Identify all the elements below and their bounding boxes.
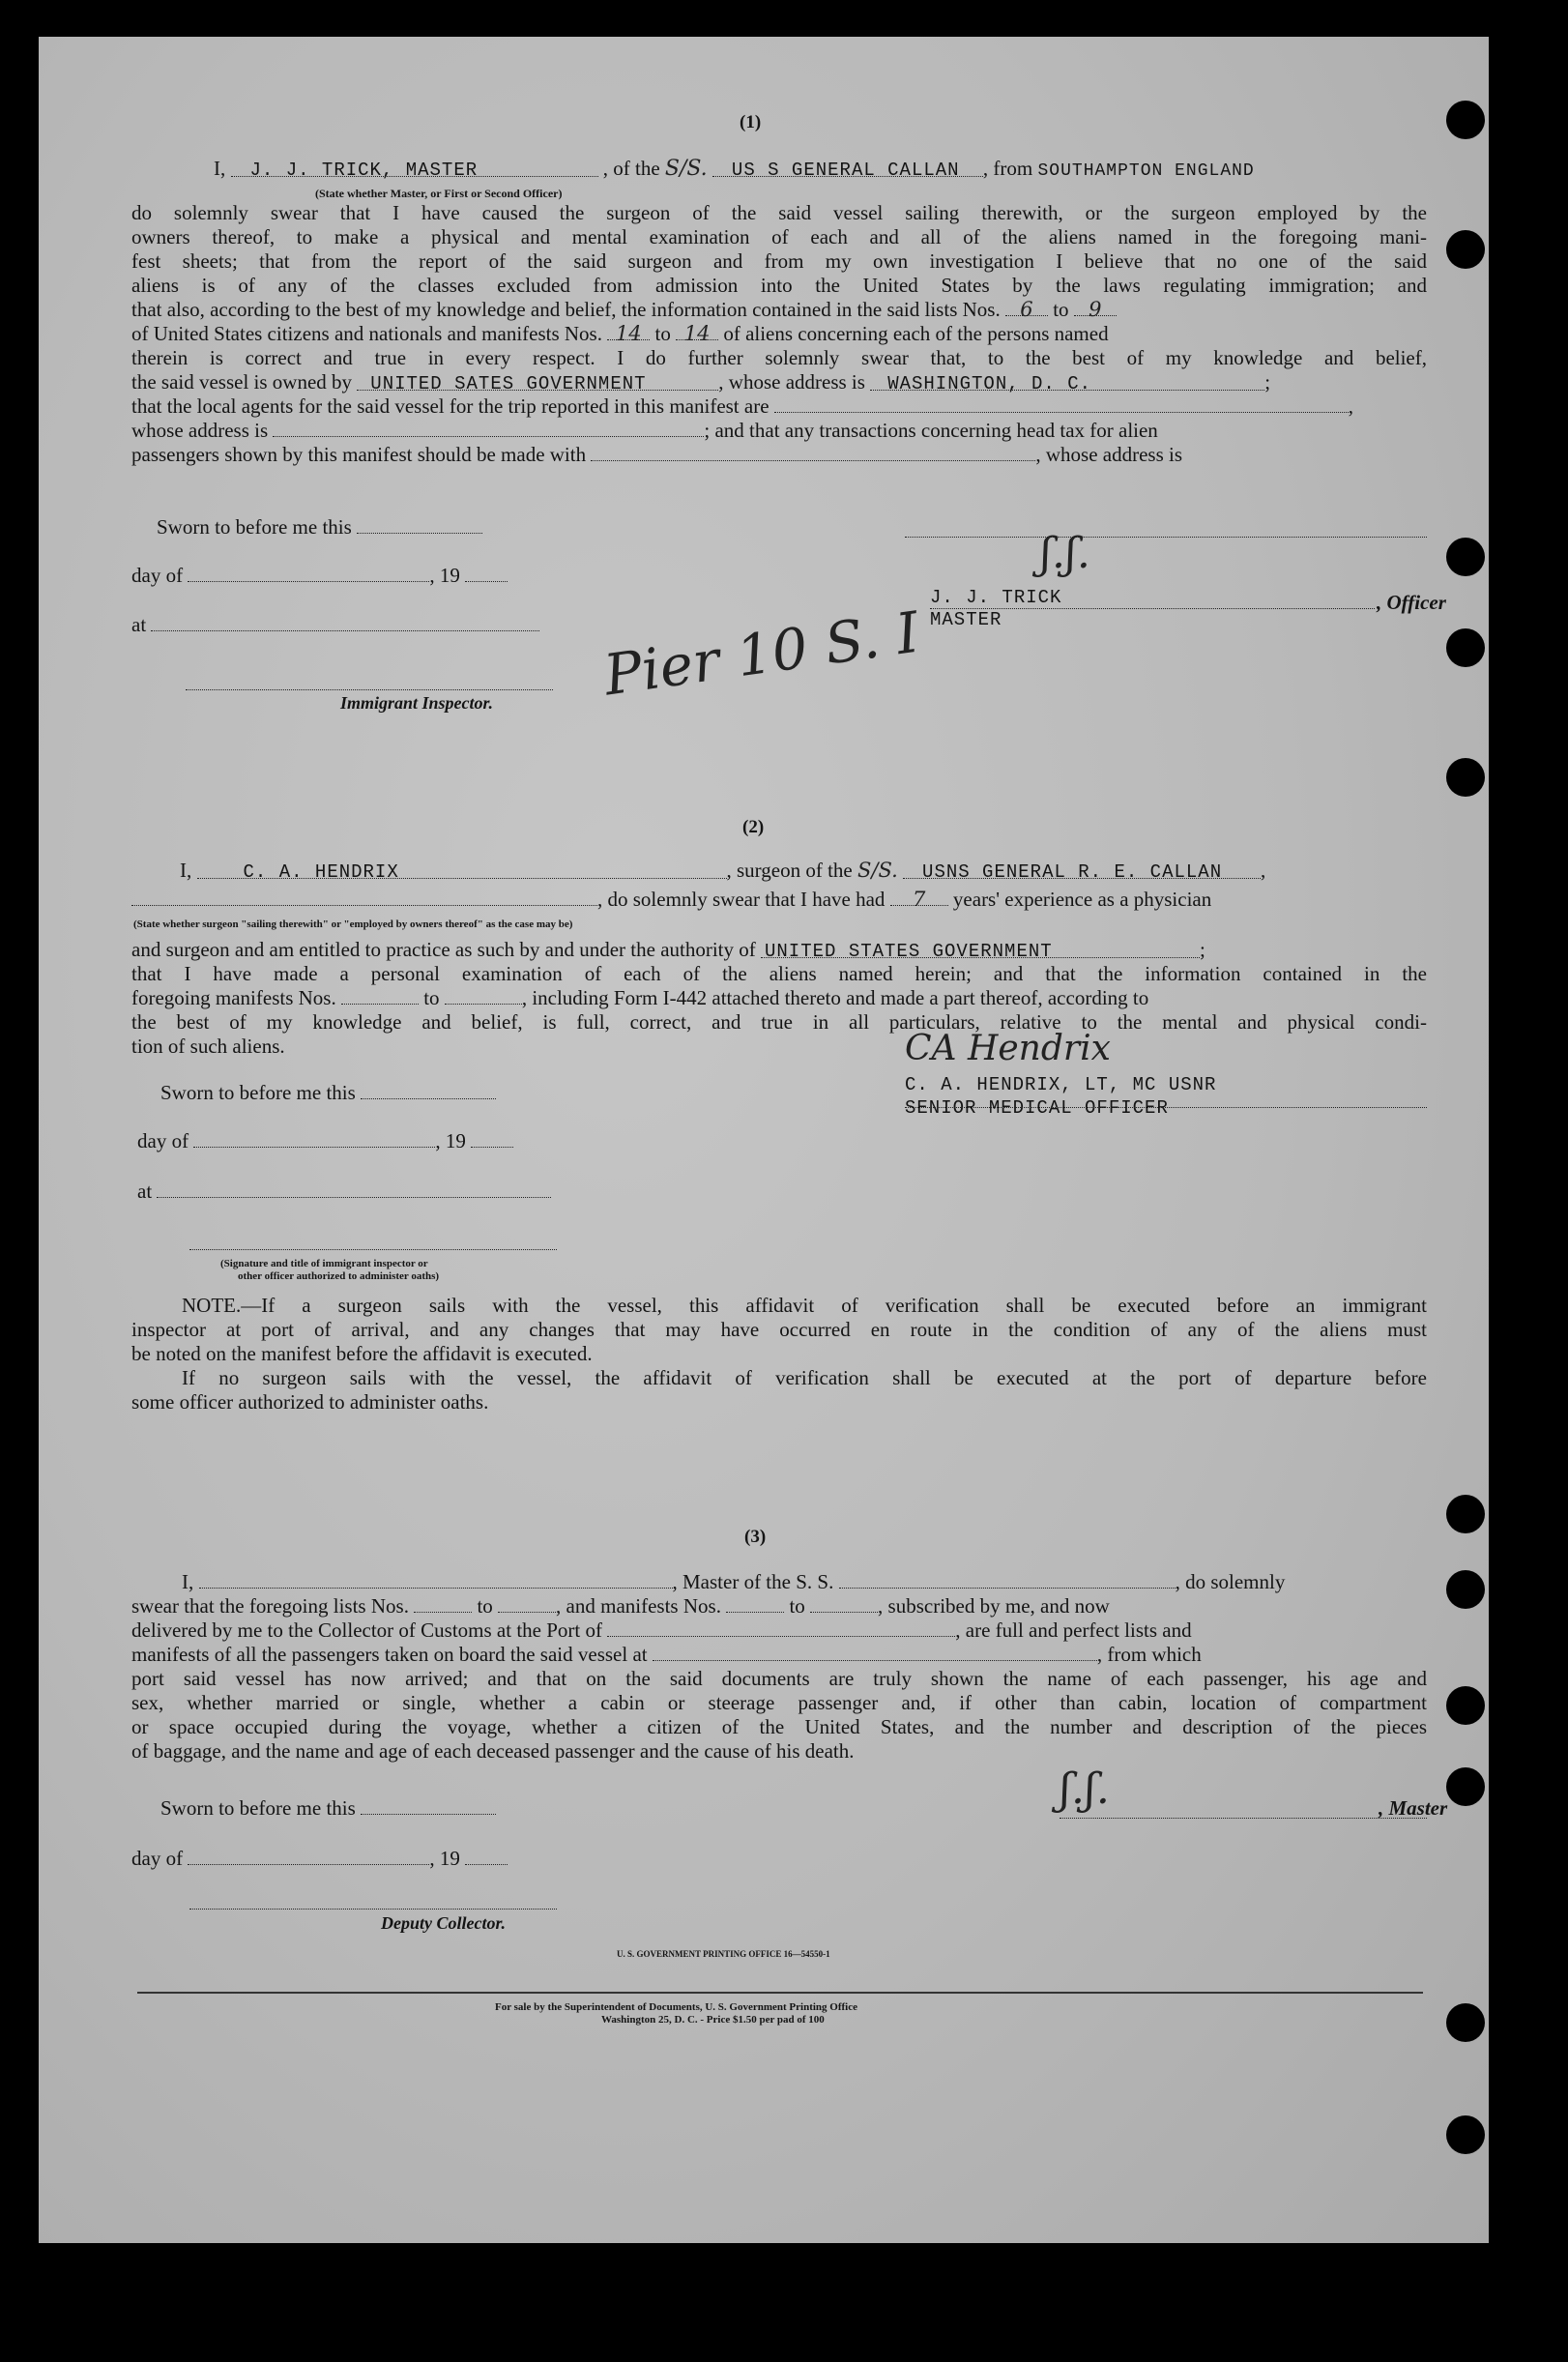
manifests-from-field bbox=[726, 1594, 784, 1613]
officer-name-line bbox=[930, 608, 1375, 609]
port-from-field: SOUTHAMPTON ENGLAND bbox=[1037, 161, 1255, 181]
master-label: , Master bbox=[1379, 1796, 1448, 1820]
surgeon-caption: (State whether surgeon "sailing therewith" or "employed by owners thereof" as the case may be) bbox=[133, 919, 573, 930]
day-of-label: day of bbox=[137, 1129, 189, 1152]
head-tax-field bbox=[591, 443, 1035, 461]
section-3-line-2 bbox=[131, 1594, 1427, 1619]
vessel-prefix: S/S. bbox=[857, 859, 898, 882]
label-to: to bbox=[654, 322, 671, 345]
note-line: NOTE.—If a surgeon sails with the vessel, this affidavit of verification shall be executed before an immigrant bbox=[182, 1294, 1427, 1317]
from-which-label: , from which bbox=[1096, 1643, 1202, 1666]
vessel-name-field: US S GENERAL CALLAN bbox=[712, 159, 983, 177]
form-page bbox=[39, 37, 1489, 2243]
section-2-day-line bbox=[137, 1129, 513, 1154]
manifests-to-field bbox=[810, 1594, 878, 1613]
label-from: , from bbox=[982, 157, 1033, 180]
sale-notice-1: For sale by the Superintendent of Documents, U. S. Government Printing Office bbox=[495, 2001, 857, 2013]
section-2-number: (2) bbox=[742, 817, 765, 837]
manifests-text-2: of aliens concerning each of the persons named bbox=[723, 322, 1109, 345]
manifests-text: of United States citizens and nationals and manifests Nos. bbox=[131, 322, 602, 345]
sworn-date-field bbox=[361, 1081, 496, 1099]
collector-signature-line bbox=[189, 1909, 557, 1910]
section-3-day-line bbox=[131, 1847, 508, 1872]
embark-port-field bbox=[653, 1643, 1097, 1661]
owner-field: UNITED SATES GOVERNMENT bbox=[357, 372, 718, 391]
lists-to-field: 9 bbox=[1074, 298, 1117, 316]
binder-hole bbox=[1446, 1570, 1485, 1609]
section-2-para-line: that I have made a personal examination of each of the aliens named herein; and that the information contained in the bbox=[131, 962, 1427, 985]
day-field bbox=[188, 564, 429, 582]
surgeon-typed-title: SENIOR MEDICAL OFFICER bbox=[905, 1097, 1169, 1119]
lists-label: swear that the foregoing lists Nos. bbox=[131, 1594, 409, 1618]
authority-text: and surgeon and am entitled to practice as such by and under the authority of bbox=[131, 938, 756, 961]
at-label: at bbox=[137, 1180, 153, 1203]
section-1-line-1 bbox=[214, 157, 1509, 185]
day-of-label: day of bbox=[131, 564, 184, 587]
head-tax-text: ; and that any transactions concerning head tax for alien bbox=[704, 419, 1158, 442]
label-surgeon-of: , surgeon of the bbox=[726, 859, 853, 882]
subscribed-label: , subscribed by me, and now bbox=[878, 1594, 1110, 1618]
label-of-the: , of the bbox=[602, 157, 660, 180]
manifests-label: , and manifests Nos. bbox=[556, 1594, 721, 1618]
agents-address-field bbox=[273, 419, 704, 437]
vessel-field bbox=[839, 1570, 1176, 1589]
label-i: I, bbox=[214, 157, 226, 180]
section-1-para-line: aliens is of any of the classes excluded from admission into the United States by the laws regulating immigration; and bbox=[131, 274, 1427, 297]
note-line: be noted on the manifest before the affidavit is executed. bbox=[131, 1342, 593, 1365]
day-of-label: day of bbox=[131, 1847, 184, 1870]
at-field bbox=[157, 1180, 551, 1198]
section-1-day-line bbox=[131, 564, 508, 589]
port-label: delivered by me to the Collector of Customs at the Port of bbox=[131, 1618, 602, 1642]
section-3-para-line: of baggage, and the name and age of each deceased passenger and the cause of his death. bbox=[131, 1739, 855, 1763]
years-field: 7 bbox=[890, 888, 948, 906]
section-2-sworn-line bbox=[160, 1081, 496, 1106]
binder-hole bbox=[1446, 1686, 1485, 1725]
lists-text: that also, according to the best of my knowledge and belief, the information contained in the said lists Nos. bbox=[131, 298, 1001, 321]
year-label: , 19 bbox=[429, 1847, 460, 1870]
officer-label: , Officer bbox=[1377, 591, 1446, 614]
section-3-para-line: or space occupied during the voyage, whether a citizen of the United States, and the number and description of the pieces bbox=[131, 1715, 1427, 1738]
officer-typed-title: MASTER bbox=[930, 609, 1002, 630]
collector-label: Deputy Collector. bbox=[381, 1913, 506, 1933]
section-1-para-line: fest sheets; that from the report of the said surgeon and from my own investigation I believe that no one of the said bbox=[131, 249, 1427, 273]
section-3-line-3 bbox=[131, 1618, 1427, 1644]
inspector-signature-line bbox=[186, 689, 553, 690]
section-1-at-line bbox=[131, 613, 539, 638]
agents-address-label: whose address is bbox=[131, 419, 269, 442]
year-field bbox=[465, 1847, 508, 1865]
surgeon-typed-name: C. A. HENDRIX, LT, MC USNR bbox=[905, 1074, 1217, 1095]
section-1-para-line: owners thereof, to make a physical and mental examination of each and all of the aliens named in the foregoing mani- bbox=[131, 225, 1427, 248]
taken-on-board-label: manifests of all the passengers taken on board the said vessel at bbox=[131, 1643, 648, 1666]
vessel-prefix: S/S. bbox=[664, 157, 708, 181]
master-caption: (State whether Master, or First or Second Officer) bbox=[315, 187, 563, 200]
section-2-para-line: the best of my knowledge and belief, is full, correct, and true in all particulars, relative to the mental and physical condi- bbox=[131, 1010, 1427, 1034]
note-line: If no surgeon sails with the vessel, the affidavit of verification shall be executed at the port of departure before bbox=[182, 1366, 1427, 1389]
lists-from-field: 6 bbox=[1005, 298, 1048, 316]
section-2-line-2 bbox=[131, 888, 1427, 913]
master-signature: ʃ.ʃ. bbox=[1060, 1764, 1110, 1814]
section-1-sworn-line bbox=[157, 515, 482, 540]
officer-typed-name: J. J. TRICK bbox=[930, 587, 1062, 608]
binder-hole bbox=[1446, 758, 1485, 797]
section-2-at-line bbox=[137, 1180, 551, 1205]
day-field bbox=[193, 1129, 435, 1148]
binder-hole bbox=[1446, 2003, 1485, 2042]
section-2-line-1: I, C. A. HENDRIX , surgeon of the S/S. USNS GENERAL R. E. CALLAN , bbox=[180, 859, 1266, 883]
inspector-label: Immigrant Inspector. bbox=[340, 693, 494, 713]
label-to: to bbox=[1053, 298, 1069, 321]
section-3-para-line: sex, whether married or single, whether a cabin or steerage passenger and, if other than cabin, location of compartment bbox=[131, 1691, 1427, 1714]
section-3-sworn-line bbox=[160, 1796, 496, 1822]
binder-hole bbox=[1446, 1495, 1485, 1533]
section-1-agents-address-line bbox=[131, 419, 1427, 444]
vessel-name-field: USNS GENERAL R. E. CALLAN bbox=[903, 860, 1261, 879]
head-tax-address-label: , whose address is bbox=[1035, 443, 1183, 466]
owner-address-field: WASHINGTON, D. C. bbox=[870, 372, 1264, 391]
lists-from-field bbox=[414, 1594, 472, 1613]
master-of-label: , Master of the S. S. bbox=[672, 1570, 834, 1593]
officer-signature-line bbox=[905, 537, 1427, 538]
label-i: I, bbox=[180, 859, 192, 882]
manifests-to-field bbox=[445, 986, 522, 1005]
experience-text: , do solemnly swear that I have had bbox=[597, 888, 886, 911]
day-field bbox=[188, 1847, 429, 1865]
form-text: , including Form I-442 attached thereto and made a part thereof, according to bbox=[521, 986, 1149, 1009]
binder-hole bbox=[1446, 230, 1485, 269]
master-signature-line bbox=[1060, 1818, 1427, 1819]
manifests-label: foregoing manifests Nos. bbox=[131, 986, 336, 1009]
section-2-para-line: tion of such aliens. bbox=[131, 1035, 285, 1058]
lists-full-label: , are full and perfect lists and bbox=[955, 1618, 1192, 1642]
manifests-from-field bbox=[341, 986, 419, 1005]
binder-hole bbox=[1446, 538, 1485, 576]
section-1-agents-line: that the local agents for the said vessel for the trip reported in this manifest are , bbox=[131, 394, 1354, 418]
owner-address-label: , whose address is bbox=[718, 370, 865, 394]
officer-signature: ʃ.ʃ. bbox=[1040, 529, 1090, 578]
solemnly-label: , do solemnly bbox=[1175, 1570, 1286, 1593]
year-field bbox=[471, 1129, 513, 1148]
lists-to-field bbox=[498, 1594, 556, 1613]
section-2-manifests-line bbox=[131, 986, 1427, 1011]
binder-hole bbox=[1446, 101, 1485, 139]
section-2-authority-line: and surgeon and am entitled to practice as such by and under the authority of UNITED STATES GOVERNMENT ; bbox=[131, 938, 1205, 962]
gpo-imprint: U. S. GOVERNMENT PRINTING OFFICE 16—54550-1 bbox=[617, 1949, 830, 1959]
year-label: , 19 bbox=[429, 564, 460, 587]
agents-field bbox=[774, 394, 1349, 413]
agents-text: that the local agents for the said vessel for the trip reported in this manifest are bbox=[131, 394, 769, 418]
experience-text-2: years' experience as a physician bbox=[952, 888, 1212, 911]
footer-rule bbox=[137, 1992, 1423, 1994]
sig-caption-2: other officer authorized to administer oaths) bbox=[238, 1270, 440, 1282]
surgeon-name-field: C. A. HENDRIX bbox=[197, 860, 727, 879]
master-name-field: J. J. TRICK, MASTER bbox=[231, 159, 598, 177]
sale-notice-2: Washington 25, D. C. - Price $1.50 per pad of 100 bbox=[601, 2014, 825, 2026]
head-tax-label: passengers shown by this manifest should be made with bbox=[131, 443, 587, 466]
surgeon-signature: CA Hendrix bbox=[905, 1029, 1111, 1068]
section-1-para-line: do solemnly swear that I have caused the surgeon of the said vessel sailing therewith, or the surgeon employed by the bbox=[131, 201, 1427, 224]
year-field bbox=[465, 564, 508, 582]
binder-hole bbox=[1446, 1767, 1485, 1806]
note-line: inspector at port of arrival, and any changes that may have occurred en route in the condition of any of the aliens must bbox=[131, 1318, 1427, 1341]
section-1-number: (1) bbox=[740, 112, 762, 132]
sworn-date-field bbox=[361, 1796, 496, 1815]
section-3-line-1 bbox=[182, 1570, 1427, 1595]
master-name-field bbox=[199, 1570, 673, 1589]
label-to: to bbox=[789, 1594, 805, 1618]
section-1-para-line: therein is correct and true in every respect. I do further solemnly swear that, to the best of my knowledge and belief, bbox=[131, 346, 1427, 369]
label-to: to bbox=[423, 986, 440, 1009]
sworn-label: Sworn to before me this bbox=[157, 515, 352, 539]
sworn-label: Sworn to before me this bbox=[160, 1081, 356, 1104]
at-label: at bbox=[131, 613, 147, 636]
section-1-head-tax-line bbox=[131, 443, 1427, 468]
authority-field: UNITED STATES GOVERNMENT bbox=[761, 940, 1200, 958]
port-field bbox=[607, 1618, 955, 1637]
note-line: some officer authorized to administer oaths. bbox=[131, 1390, 489, 1414]
section-3-para-line: port said vessel has now arrived; and that on the said documents are truly shown the name of each passenger, his age and bbox=[131, 1667, 1427, 1690]
at-field bbox=[151, 613, 539, 631]
binder-hole bbox=[1446, 2115, 1485, 2154]
inspector-signature-line bbox=[189, 1249, 557, 1250]
sworn-date-field bbox=[357, 515, 482, 534]
section-1-owner-line: the said vessel is owned by UNITED SATES GOVERNMENT , whose address is WASHINGTON, D. C. ; bbox=[131, 370, 1271, 394]
binder-hole bbox=[1446, 628, 1485, 667]
handwritten-note: Pier 10 S. I bbox=[599, 598, 923, 709]
label-to: to bbox=[477, 1594, 493, 1618]
label-i: I, bbox=[182, 1570, 194, 1593]
manifests-to-field: 14 bbox=[676, 322, 718, 340]
year-label: , 19 bbox=[435, 1129, 466, 1152]
section-1-manifests-line bbox=[131, 322, 1427, 347]
surgeon-status-field bbox=[131, 888, 597, 906]
manifests-from-field: 14 bbox=[607, 322, 650, 340]
sig-caption-1: (Signature and title of immigrant inspector or bbox=[220, 1258, 428, 1269]
section-3-number: (3) bbox=[744, 1527, 767, 1547]
owner-text: the said vessel is owned by bbox=[131, 370, 353, 394]
sworn-label: Sworn to before me this bbox=[160, 1796, 356, 1820]
section-3-line-4 bbox=[131, 1643, 1427, 1668]
surgeon-signature-line bbox=[905, 1107, 1427, 1108]
section-1-lists-line bbox=[131, 298, 1427, 323]
